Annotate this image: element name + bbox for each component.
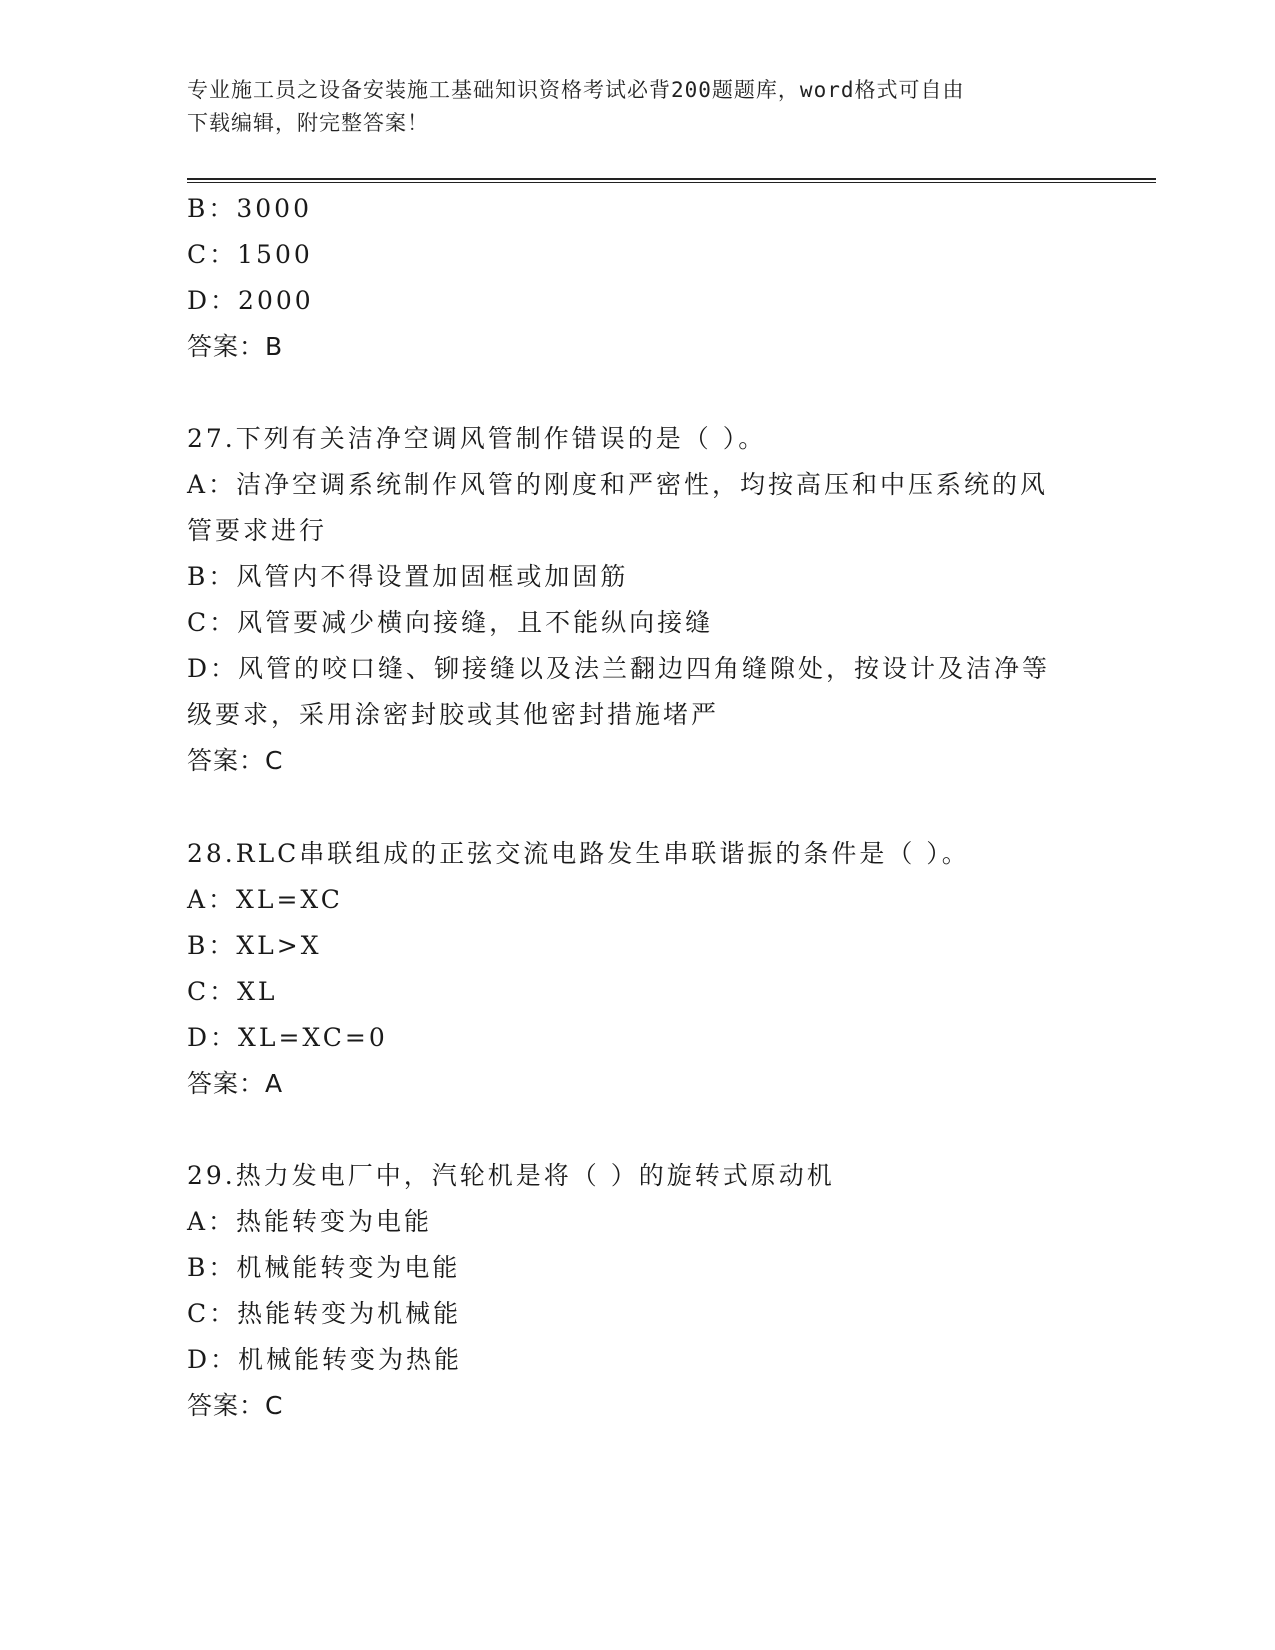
document-header xyxy=(187,74,1067,140)
header-divider-thick xyxy=(187,178,1156,180)
header-line-1: 专业施工员之设备安装施工基础知识资格考试必背200题题库，word格式可自由 xyxy=(187,78,965,102)
option-d: D：机械能转变为热能 xyxy=(187,1345,463,1374)
previous-question-tail xyxy=(187,186,1087,370)
option-c: C：热能转变为机械能 xyxy=(187,1299,462,1328)
question-27 xyxy=(187,416,1087,784)
question-stem: 28.RLC串联组成的正弦交流电路发生串联谐振的条件是（ ）。 xyxy=(187,839,970,868)
question-29 xyxy=(187,1153,1087,1429)
option-a: A：洁净空调系统制作风管的刚度和严密性，均按高压和中压系统的风 xyxy=(187,470,1049,499)
option-a: A：热能转变为电能 xyxy=(187,1207,433,1236)
answer: 答案：C xyxy=(187,1391,284,1420)
header-divider-thin xyxy=(187,182,1156,183)
option-d-continued: 级要求，采用涂密封胶或其他密封措施堵严 xyxy=(187,700,720,729)
option-b: B：3000 xyxy=(187,194,312,223)
question-28 xyxy=(187,831,1087,1107)
option-d: D：2000 xyxy=(187,286,314,315)
option-a: A：XL=XC xyxy=(187,885,343,914)
option-b: B：机械能转变为电能 xyxy=(187,1253,461,1282)
option-c: C：风管要减少横向接缝，且不能纵向接缝 xyxy=(187,608,714,637)
header-line-2: 下载编辑，附完整答案！ xyxy=(187,111,429,135)
answer: 答案：B xyxy=(187,332,284,361)
question-stem: 27.下列有关洁净空调风管制作错误的是（ ）。 xyxy=(187,424,767,453)
option-b: B：风管内不得设置加固框或加固筋 xyxy=(187,562,629,591)
option-d: D：XL=XC=0 xyxy=(187,1023,388,1052)
option-a-continued: 管要求进行 xyxy=(187,516,328,545)
option-b: B：XL>X xyxy=(187,931,322,960)
answer: 答案：C xyxy=(187,746,284,775)
answer: 答案：A xyxy=(187,1069,284,1098)
question-stem: 29.热力发电厂中，汽轮机是将（ ）的旋转式原动机 xyxy=(187,1161,835,1190)
option-c: C：1500 xyxy=(187,240,313,269)
option-d: D：风管的咬口缝、铆接缝以及法兰翻边四角缝隙处，按设计及洁净等 xyxy=(187,654,1051,683)
option-c: C：XL xyxy=(187,977,278,1006)
